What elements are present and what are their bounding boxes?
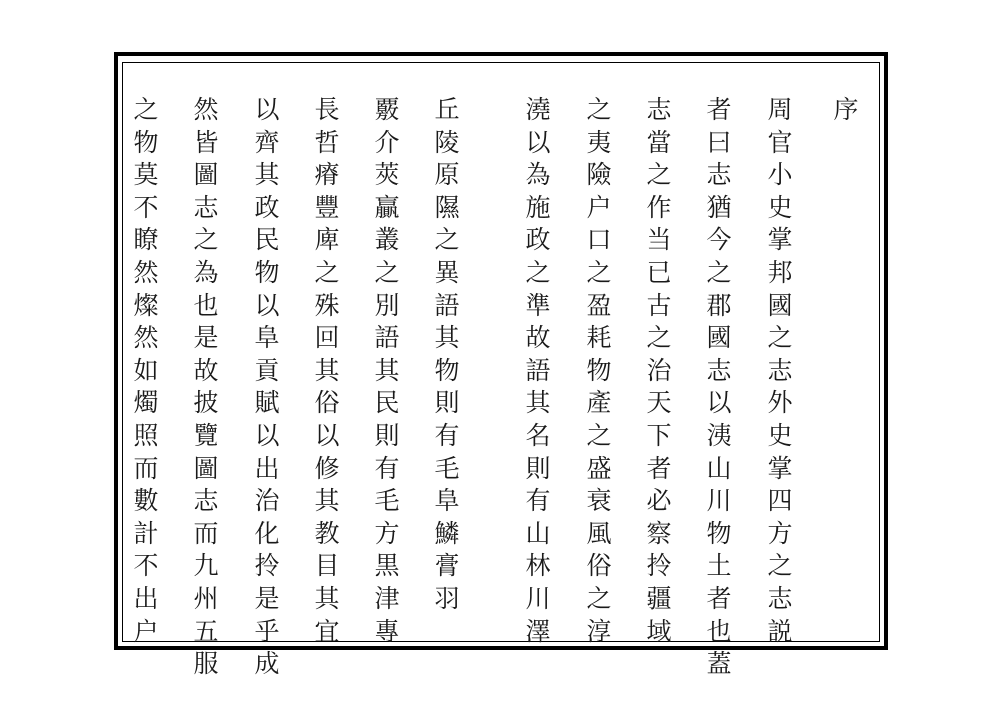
text-column: 之 夷 險 户 口 之 盈 耗 物 產 之 盛 衰 風 俗 之 淳	[586, 95, 612, 646]
text-column: 志 當 之 作 当 已 古 之 治 天 下 者 必 察 拎 疆 域	[646, 95, 672, 646]
text-column: 以 齊 其 政 民 物 以 阜 貢 賦 以 出 治 化 拎 是 乎 成	[254, 95, 280, 679]
preface-heading-text: 序	[833, 95, 859, 124]
text-column: 丘 陵 原 隰 之 異 語 其 物 則 有 毛 阜 鱗 膏 羽	[434, 95, 460, 613]
text-column: 者 曰 志 猶 今 之 郡 國 志 以 洟 山 川 物 土 者 也 蓋	[706, 95, 732, 679]
preface-heading	[826, 94, 866, 127]
text-column: 澆 以 為 施 政 之 準 故 語 其 名 則 有 山 林 川 澤	[525, 95, 551, 646]
text-column: 然 皆 圖 志 之 為 也 是 故 披 覽 圖 志 而 九 州 五 服	[193, 95, 219, 679]
text-column: 之 物 莫 不 瞭 然 燦 然 如 燭 照 而 數 計 不 出 户	[133, 95, 159, 646]
text-column: 覈 介 莢 贏 叢 之 別 語 其 民 則 有 毛 方 黒 津 專	[374, 95, 400, 646]
text-column: 長 哲 瘠 豐 庳 之 殊 回 其 俗 以 修 其 教 目 其 宜	[314, 95, 340, 646]
text-column: 周 官 小 史 掌 邦 國 之 志 外 史 掌 四 方 之 志 説	[767, 95, 793, 646]
